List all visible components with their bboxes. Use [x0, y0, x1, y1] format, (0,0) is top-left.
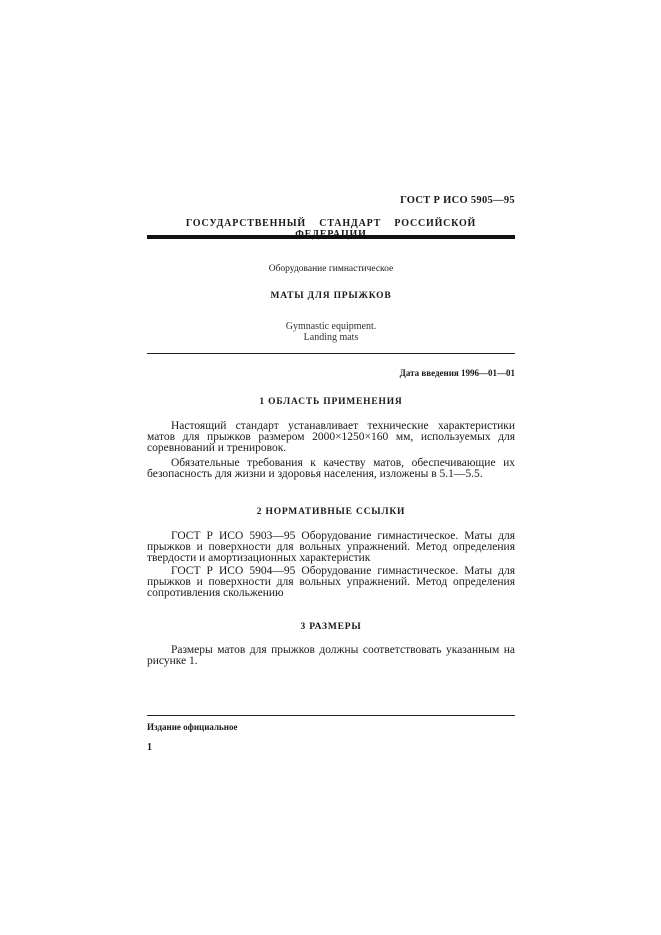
page-number: 1 [147, 742, 152, 753]
section-heading-references: 2 НОРМАТИВНЫЕ ССЫЛКИ [256, 507, 406, 517]
section-heading-scope: 1 ОБЛАСТЬ ПРИМЕНЕНИЯ [259, 397, 403, 407]
document-title: ГОСУДАРСТВЕННЫЙ СТАНДАРТ РОССИЙСКОЙ [185, 218, 477, 229]
title-rule [147, 235, 515, 239]
subtitle-en-line2: Landing mats [303, 332, 359, 343]
section-heading-dimensions: 3 РАЗМЕРЫ [300, 622, 362, 632]
subtitle-ru-line1: Оборудование гимнастическое [268, 264, 394, 274]
edition-label: Издание официальное [147, 722, 238, 732]
standard-code: ГОСТ Р ИСО 5905—95 [400, 195, 515, 206]
footer-rule [147, 715, 515, 716]
subtitle-rule [147, 353, 515, 354]
section-paragraph: Настоящий стандарт устанавливает технические характеристики матов для прыжков размером 2000×1250×160 мм, используемых для соревнований и тренировок. [147, 420, 515, 454]
section-paragraph: Размеры матов для прыжков должны соответствовать указанным на рисунке 1. [147, 644, 515, 667]
section-paragraph: ГОСТ Р ИСО 5904—95 Оборудование гимнастическое. Маты для прыжков и поверхности для вольных упражнений. Метод определения сопротивления скольжению [147, 565, 515, 599]
subtitle-en-line1: Gymnastic equipment. [285, 321, 377, 332]
subtitle-ru-line2: МАТЫ ДЛЯ ПРЫЖКОВ [270, 291, 392, 301]
section-paragraph: Обязательные требования к качеству матов, обеспечивающие их безопасность для жизни и здоровья населения, изложены в 5.1—5.5. [147, 457, 515, 480]
introduction-date: Дата введения 1996—01—01 [399, 368, 515, 378]
section-paragraph: ГОСТ Р ИСО 5903—95 Оборудование гимнастическое. Маты для прыжков и поверхности для вольных упражнений. Метод определения твердости и амортизационных характеристик [147, 530, 515, 564]
